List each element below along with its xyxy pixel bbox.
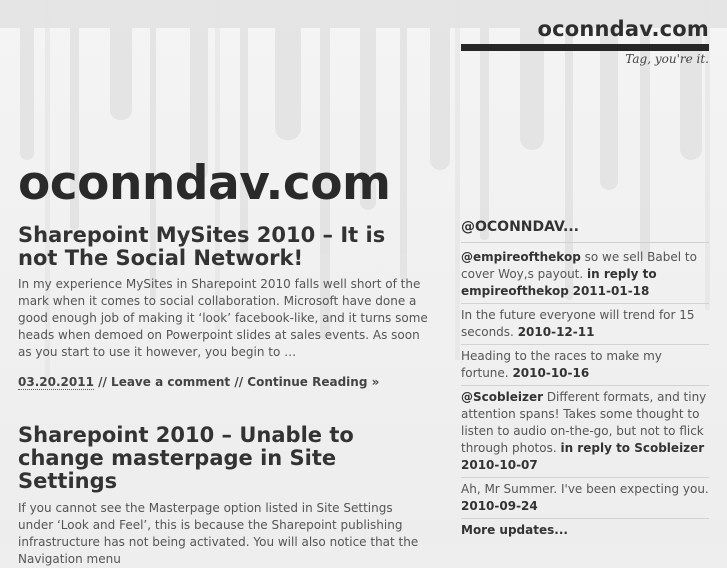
tweet-user-link[interactable]: @Scobleizer xyxy=(461,390,543,404)
tweet-date-link[interactable]: 2010-12-11 xyxy=(517,325,595,339)
meta-separator: // xyxy=(93,375,112,389)
tweet-item xyxy=(461,304,709,345)
continue-reading-link[interactable]: Continue Reading » xyxy=(247,375,380,389)
post-excerpt: If you cannot see the Masterpage option listed in Site Settings under ‘Look and Feel’, this is because the Sharepoint publishing infrastructure has not being activated. You will also notice that the Navigation menu xyxy=(18,501,419,566)
site-title[interactable]: oconndav.com xyxy=(537,17,709,41)
tweet-date-link[interactable]: 2011-01-18 xyxy=(572,284,650,298)
sidebar-heading: @OCONNDAV... xyxy=(461,219,709,243)
post-excerpt: In my experience MySites in Sharepoint 2010 falls well short of the mark when it comes to social collaboration. Microsoft have done a good enough job of making it ‘look’ facebook-like, and it turns some heads when demoed on Powerpoint slides at sales events. As soon as you start to use it however, you begin to … xyxy=(18,277,428,359)
tweet-user-link[interactable]: @empireofthekop xyxy=(461,250,581,264)
header-divider xyxy=(461,44,709,51)
meta-separator: // xyxy=(230,375,248,389)
post-title-link[interactable]: Sharepoint MySites 2010 – It is not The Social Network! xyxy=(18,223,386,270)
tweet-text: Ah, Mr Summer. I've been expecting you. xyxy=(461,482,709,496)
more-updates-link[interactable]: More updates... xyxy=(461,523,568,537)
tweet-item xyxy=(461,345,709,386)
tweet-text: In the future everyone will trend for 15 seconds. xyxy=(461,308,695,339)
tweet-text: so we sell Babel to cover Woy,s payout. xyxy=(461,250,697,281)
tweet-reply-link[interactable]: in reply to empireofthekop xyxy=(461,267,657,298)
tweet-date-link[interactable]: 2010-10-16 xyxy=(512,366,590,380)
post-meta xyxy=(18,375,430,389)
site-tagline: Tag, you're it. xyxy=(625,52,709,66)
post-date-link[interactable]: 03.20.2011 xyxy=(18,375,94,389)
tweet-item xyxy=(461,243,709,304)
post xyxy=(18,224,430,389)
tweet-item xyxy=(461,478,709,519)
tweet-text: Heading to the races to make my fortune. xyxy=(461,349,662,380)
leave-comment-link[interactable]: Leave a comment xyxy=(111,375,231,389)
tweet-date-link[interactable]: 2010-10-07 xyxy=(461,458,538,472)
twitter-sidebar xyxy=(461,219,709,537)
tweet-reply-link[interactable]: in reply to Scobleizer xyxy=(560,441,705,455)
page-title[interactable]: oconndav.com xyxy=(18,156,391,211)
tweet-item xyxy=(461,386,709,478)
post-title-link[interactable]: Sharepoint 2010 – Unable to change masterpage in Site Settings xyxy=(18,423,354,493)
tweet-date-link[interactable]: 2010-09-24 xyxy=(461,499,538,513)
post xyxy=(18,424,430,568)
tweet-text: Different formats, and tiny attention spans! Takes some thought to listen to audio on-the-go, but not to flick through photos. xyxy=(461,390,707,455)
